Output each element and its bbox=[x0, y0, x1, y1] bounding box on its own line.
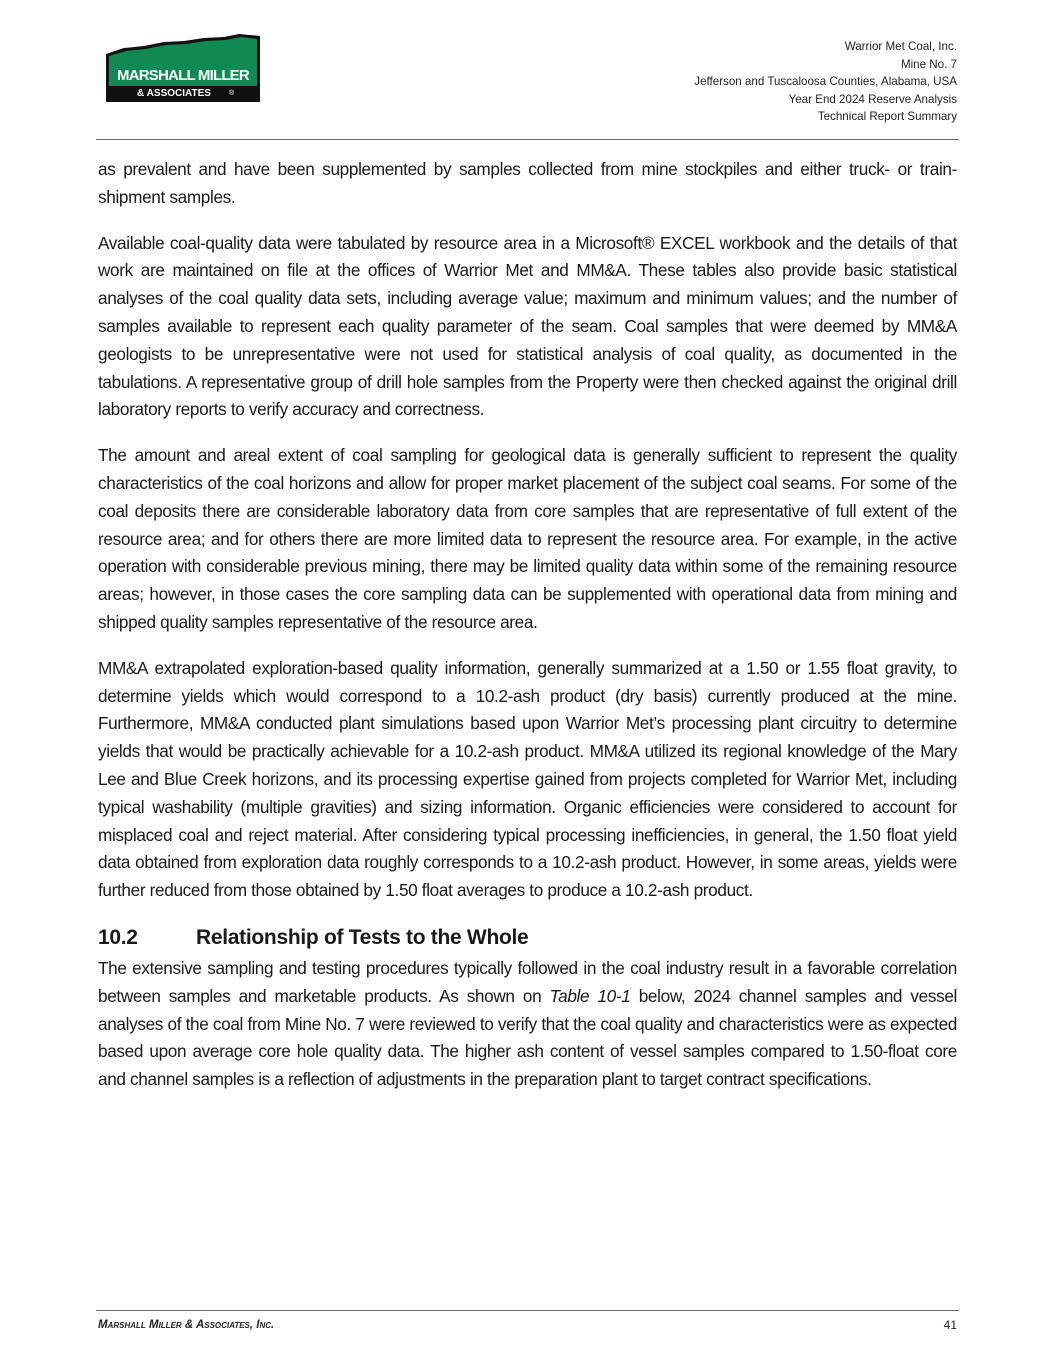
section-number: 10.2 bbox=[98, 925, 138, 949]
paragraph: The amount and areal extent of coal sampling for geological data is generally sufficient to represent the quality characteristics of the coal horizons and allow for proper market placement of the subject coal seams. For some of the coal deposits there are considerable laboratory data from core samples that are representative of full extent of the resource area; and for others there are more limited data to represent the resource area. For example, in the active operation with considerable previous mining, there may be limited quality data within some of the remaining resource areas; however, in those cases the core sampling data can be supplemented with operational data from mining and shipped quality samples representative of the resource area. bbox=[98, 445, 957, 632]
paragraph: as prevalent and have been supplemented by samples collected from mine stockpiles and either truck- or train-shipment samples. bbox=[98, 159, 957, 207]
section-heading bbox=[98, 923, 957, 953]
logo-text-line1: MARSHALL MILLER bbox=[117, 67, 249, 84]
footer-divider bbox=[96, 1310, 959, 1311]
marshall-miller-logo bbox=[104, 32, 262, 104]
section-title: Relationship of Tests to the Whole bbox=[196, 925, 529, 949]
paragraph-text: below, 2024 channel samples and vessel analyses of the coal from Mine No. 7 were reviewed to verify that the coal quality and characteristics were as expected based upon average core hole quality data. The higher ash content of vessel samples compared to 1.50-float core and channel samples is a reflection of adjustments in the preparation plant to target contract specifications. bbox=[98, 985, 957, 1090]
header-location: Jefferson and Tuscaloosa Counties, Alabama, USA bbox=[694, 75, 957, 88]
registered-mark-icon: ® bbox=[229, 90, 235, 97]
table-reference: Table 10-1 bbox=[549, 985, 631, 1006]
logo-graphic bbox=[104, 32, 262, 104]
footer-company: Marshall Miller & Associates, Inc. bbox=[98, 1319, 275, 1331]
header-report-type: Technical Report Summary bbox=[817, 110, 957, 123]
document-header-info bbox=[694, 38, 957, 126]
header-company: Warrior Met Coal, Inc. bbox=[844, 40, 957, 53]
paragraph bbox=[98, 955, 957, 1094]
header-divider bbox=[96, 139, 959, 140]
header-mine: Mine No. 7 bbox=[900, 57, 957, 71]
paragraph: MM&A extrapolated exploration-based quality information, generally summarized at a 1.50 or 1.55 float gravity, to determine yields which would correspond to a 10.2-ash product (dry basis) currently produced at the mine. Furthermore, MM&A conducted plant simulations based upon Warrior Met’s processing plant circuitry to determine yields that would be practically achievable for a 10.2-ash product. MM&A utilized its regional knowledge of the Mary Lee and Blue Creek horizons, and its processing expertise gained from projects completed for Warrior Met, including typical washability (multiple gravities) and sizing information. Organic efficiencies were considered to account for misplaced coal and reject material. After considering typical processing inefficiencies, in general, the 1.50 float yield data obtained from exploration data roughly corresponds to a 10.2-ash product. However, in some areas, yields were further reduced from those obtained by 1.50 float averages to produce a 10.2-ash product. bbox=[98, 657, 957, 901]
page-number: 41 bbox=[943, 1318, 957, 1332]
paragraph: Available coal-quality data were tabulated by resource area in a Microsoft® EXCEL workbook and the details of that work are maintained on file at the offices of Warrior Met and MM&A. These tables also provide basic statistical analyses of the coal quality data sets, including average value; maximum and minimum values; and the number of samples available to represent each quality parameter of the seam. Coal samples that were deemed by MM&A geologists to be unrepresentative were not used for statistical analysis of coal quality, as documented in the tabulations. A representative group of drill hole samples from the Property were then checked against the original drill laboratory reports to verify accuracy and correctness. bbox=[98, 232, 957, 420]
logo-text-line2: & ASSOCIATES bbox=[137, 88, 211, 99]
document-body bbox=[98, 156, 957, 1112]
paragraph-text: The extensive sampling and testing procedures typically followed in the coal industry result in a favorable correlation between samples and marketable products. As shown on bbox=[98, 957, 957, 1006]
header-analysis: Year End 2024 Reserve Analysis bbox=[788, 92, 957, 106]
